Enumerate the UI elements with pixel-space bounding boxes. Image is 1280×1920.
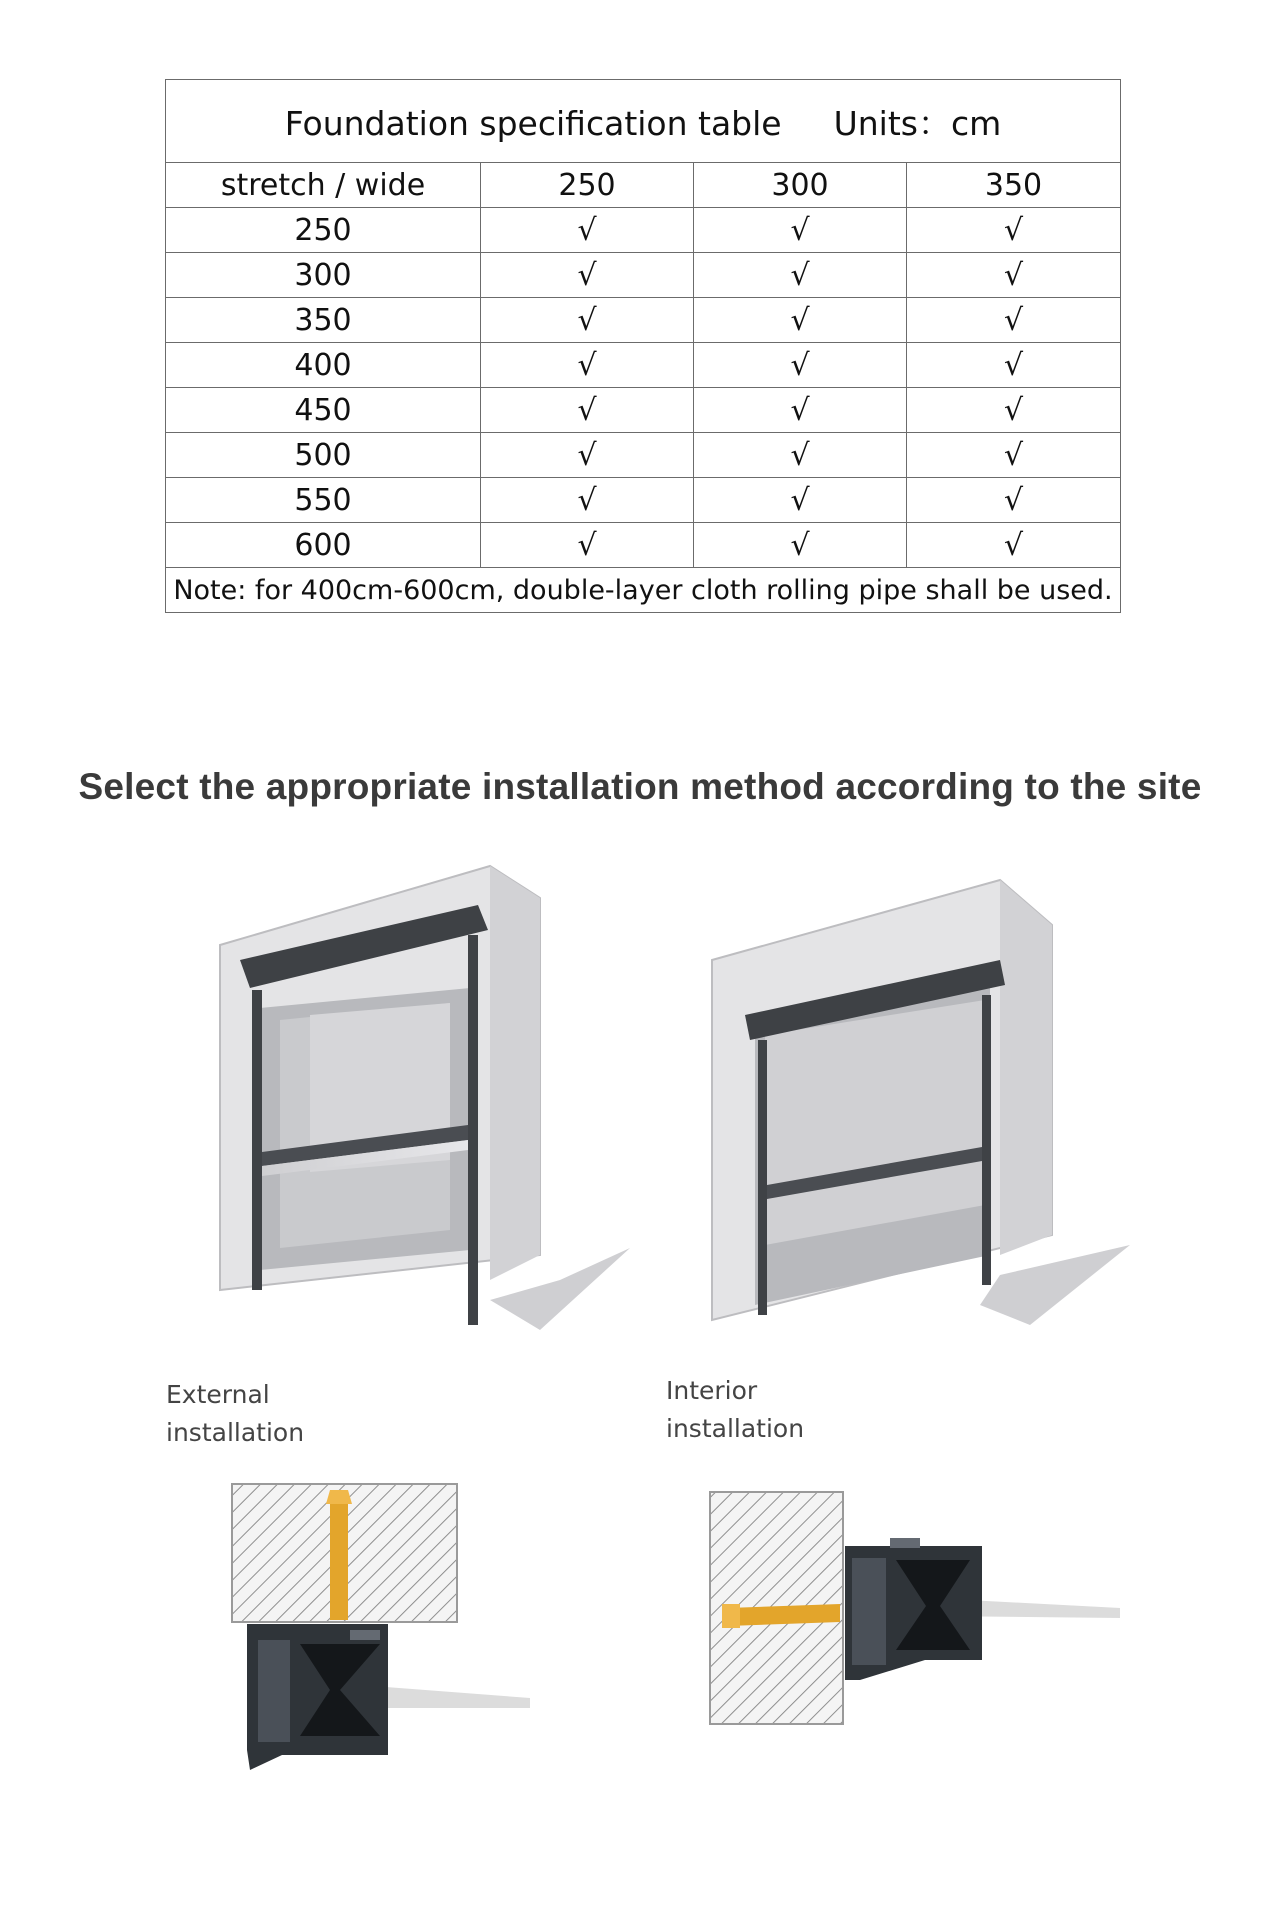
table-note-row	[166, 568, 1121, 613]
table-row	[166, 523, 1121, 568]
check-mark: √	[481, 253, 694, 298]
check-mark: √	[694, 343, 907, 388]
check-mark: √	[907, 208, 1121, 253]
row-label: 600	[166, 523, 481, 568]
table-row	[166, 478, 1121, 523]
table-title-row	[166, 80, 1121, 163]
row-label: 250	[166, 208, 481, 253]
column-header: 250	[481, 163, 694, 208]
external-installation-line1: External	[166, 1380, 270, 1409]
table-header-row	[166, 163, 1121, 208]
external-installation-caption	[166, 1376, 304, 1452]
column-header: 300	[694, 163, 907, 208]
check-mark: √	[694, 298, 907, 343]
column-header: 350	[907, 163, 1121, 208]
interior-installation-line2: installation	[666, 1414, 805, 1443]
table-row	[166, 388, 1121, 433]
check-mark: √	[907, 253, 1121, 298]
check-mark: √	[694, 523, 907, 568]
check-mark: √	[694, 433, 907, 478]
table-title: Foundation specification table	[284, 103, 782, 143]
check-mark: √	[907, 523, 1121, 568]
check-mark: √	[907, 478, 1121, 523]
row-label: 400	[166, 343, 481, 388]
table-row	[166, 208, 1121, 253]
table-row	[166, 298, 1121, 343]
check-mark: √	[694, 388, 907, 433]
row-label: 350	[166, 298, 481, 343]
section-heading: Select the appropriate installation method according to the site	[78, 766, 1202, 807]
interior-installation-illustration	[700, 875, 1140, 1415]
check-mark: √	[481, 343, 694, 388]
check-mark: √	[907, 343, 1121, 388]
check-mark: √	[907, 298, 1121, 343]
row-label: 450	[166, 388, 481, 433]
check-mark: √	[694, 208, 907, 253]
table-units: Units：cm	[833, 103, 1002, 143]
table-note: Note: for 400cm-600cm, double-layer cloth rolling pipe shall be used.	[166, 568, 1121, 613]
table-row	[166, 433, 1121, 478]
check-mark: √	[481, 478, 694, 523]
check-mark: √	[481, 433, 694, 478]
row-label: 500	[166, 433, 481, 478]
row-label: 550	[166, 478, 481, 523]
row-label: 300	[166, 253, 481, 298]
check-mark: √	[481, 523, 694, 568]
external-section-diagram	[230, 1480, 540, 1780]
corner-label: stretch / wide	[166, 163, 481, 208]
table-row	[166, 343, 1121, 388]
interior-installation-caption	[666, 1372, 804, 1448]
check-mark: √	[694, 253, 907, 298]
check-mark: √	[481, 208, 694, 253]
check-mark: √	[907, 388, 1121, 433]
table-row	[166, 253, 1121, 298]
check-mark: √	[481, 298, 694, 343]
check-mark: √	[907, 433, 1121, 478]
check-mark: √	[694, 478, 907, 523]
interior-installation-line1: Interior	[666, 1376, 758, 1405]
foundation-specification-table	[165, 79, 1121, 613]
check-mark: √	[481, 388, 694, 433]
table-title-cell	[166, 80, 1121, 163]
external-installation-illustration	[200, 860, 640, 1400]
external-installation-line2: installation	[166, 1418, 305, 1447]
interior-section-diagram	[700, 1490, 1140, 1760]
